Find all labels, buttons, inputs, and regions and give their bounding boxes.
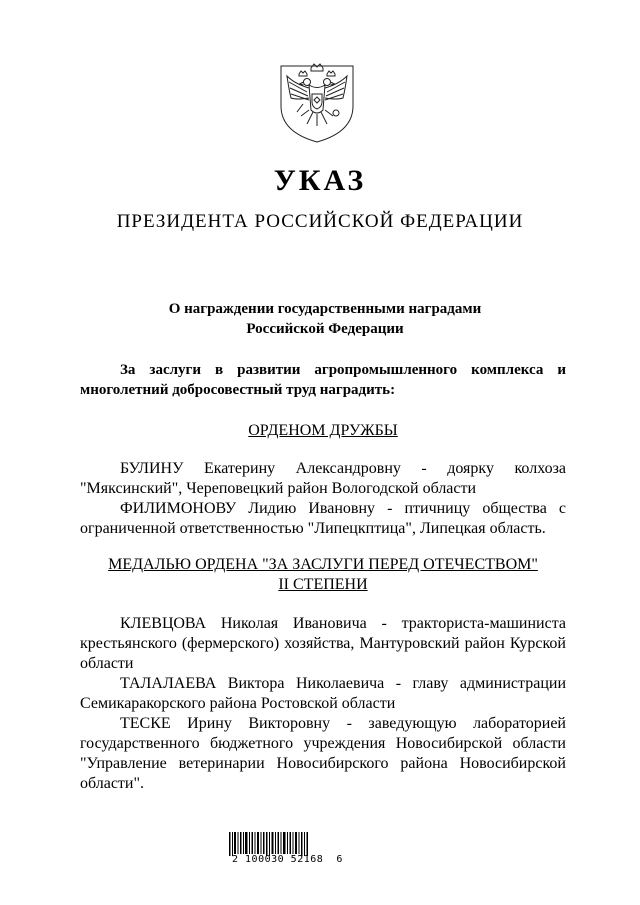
recipient-paragraph: КЛЕВЦОВА Николая Ивановича - тракториста-машиниста крестьянского (фермерского) хозяйства, Мантуровский район Курской области: [80, 615, 566, 672]
russian-coat-of-arms-icon: [279, 60, 355, 144]
award-title-medal: [80, 555, 566, 595]
decree-intro: За заслуги в развитии агропромышленного комплекса и многолетний добросовестный труд наградить:: [80, 362, 566, 398]
award-title-line: МЕДАЛЬЮ ОРДЕНА "ЗА ЗАСЛУГИ ПЕРЕД ОТЕЧЕСТВОМ": [108, 556, 538, 573]
decree-heading: [80, 299, 570, 339]
heading-line: Российской Федерации: [246, 321, 404, 337]
award-title-order-of-friendship: ОРДЕНОМ ДРУЖБЫ: [248, 422, 398, 439]
page-subtitle: ПРЕЗИДЕНТА РОССИЙСКОЙ ФЕДЕРАЦИИ: [116, 211, 524, 232]
barcode-number: 2 100030 52168 6: [232, 854, 343, 865]
recipient-paragraph: ТЕСКЕ Ирину Викторовну - заведующую лабораторией государственного бюджетного учреждения Новосибирской области "Управление ветеринарии Новосибирского района Новосибирской области".: [80, 715, 566, 792]
recipient-paragraph: ФИЛИМОНОВУ Лидию Ивановну - птичницу общества с ограниченной ответственностью "Липецкптица", Липецкая область.: [80, 500, 566, 537]
recipient-paragraph: БУЛИНУ Екатерину Александровну - доярку колхоза "Мяксинский", Череповецкий район Вологодской области: [80, 460, 566, 497]
recipients-list: [80, 459, 566, 539]
recipient-paragraph: ТАЛАЛАЕВА Виктора Николаевича - главу администрации Семикаракорского района Ростовской области: [80, 675, 566, 712]
award-title-line: II СТЕПЕНИ: [278, 576, 368, 593]
heading-line: О награждении государственными наградами: [168, 301, 482, 317]
recipients-list: [80, 614, 566, 794]
page-title: УКАЗ: [273, 164, 367, 197]
